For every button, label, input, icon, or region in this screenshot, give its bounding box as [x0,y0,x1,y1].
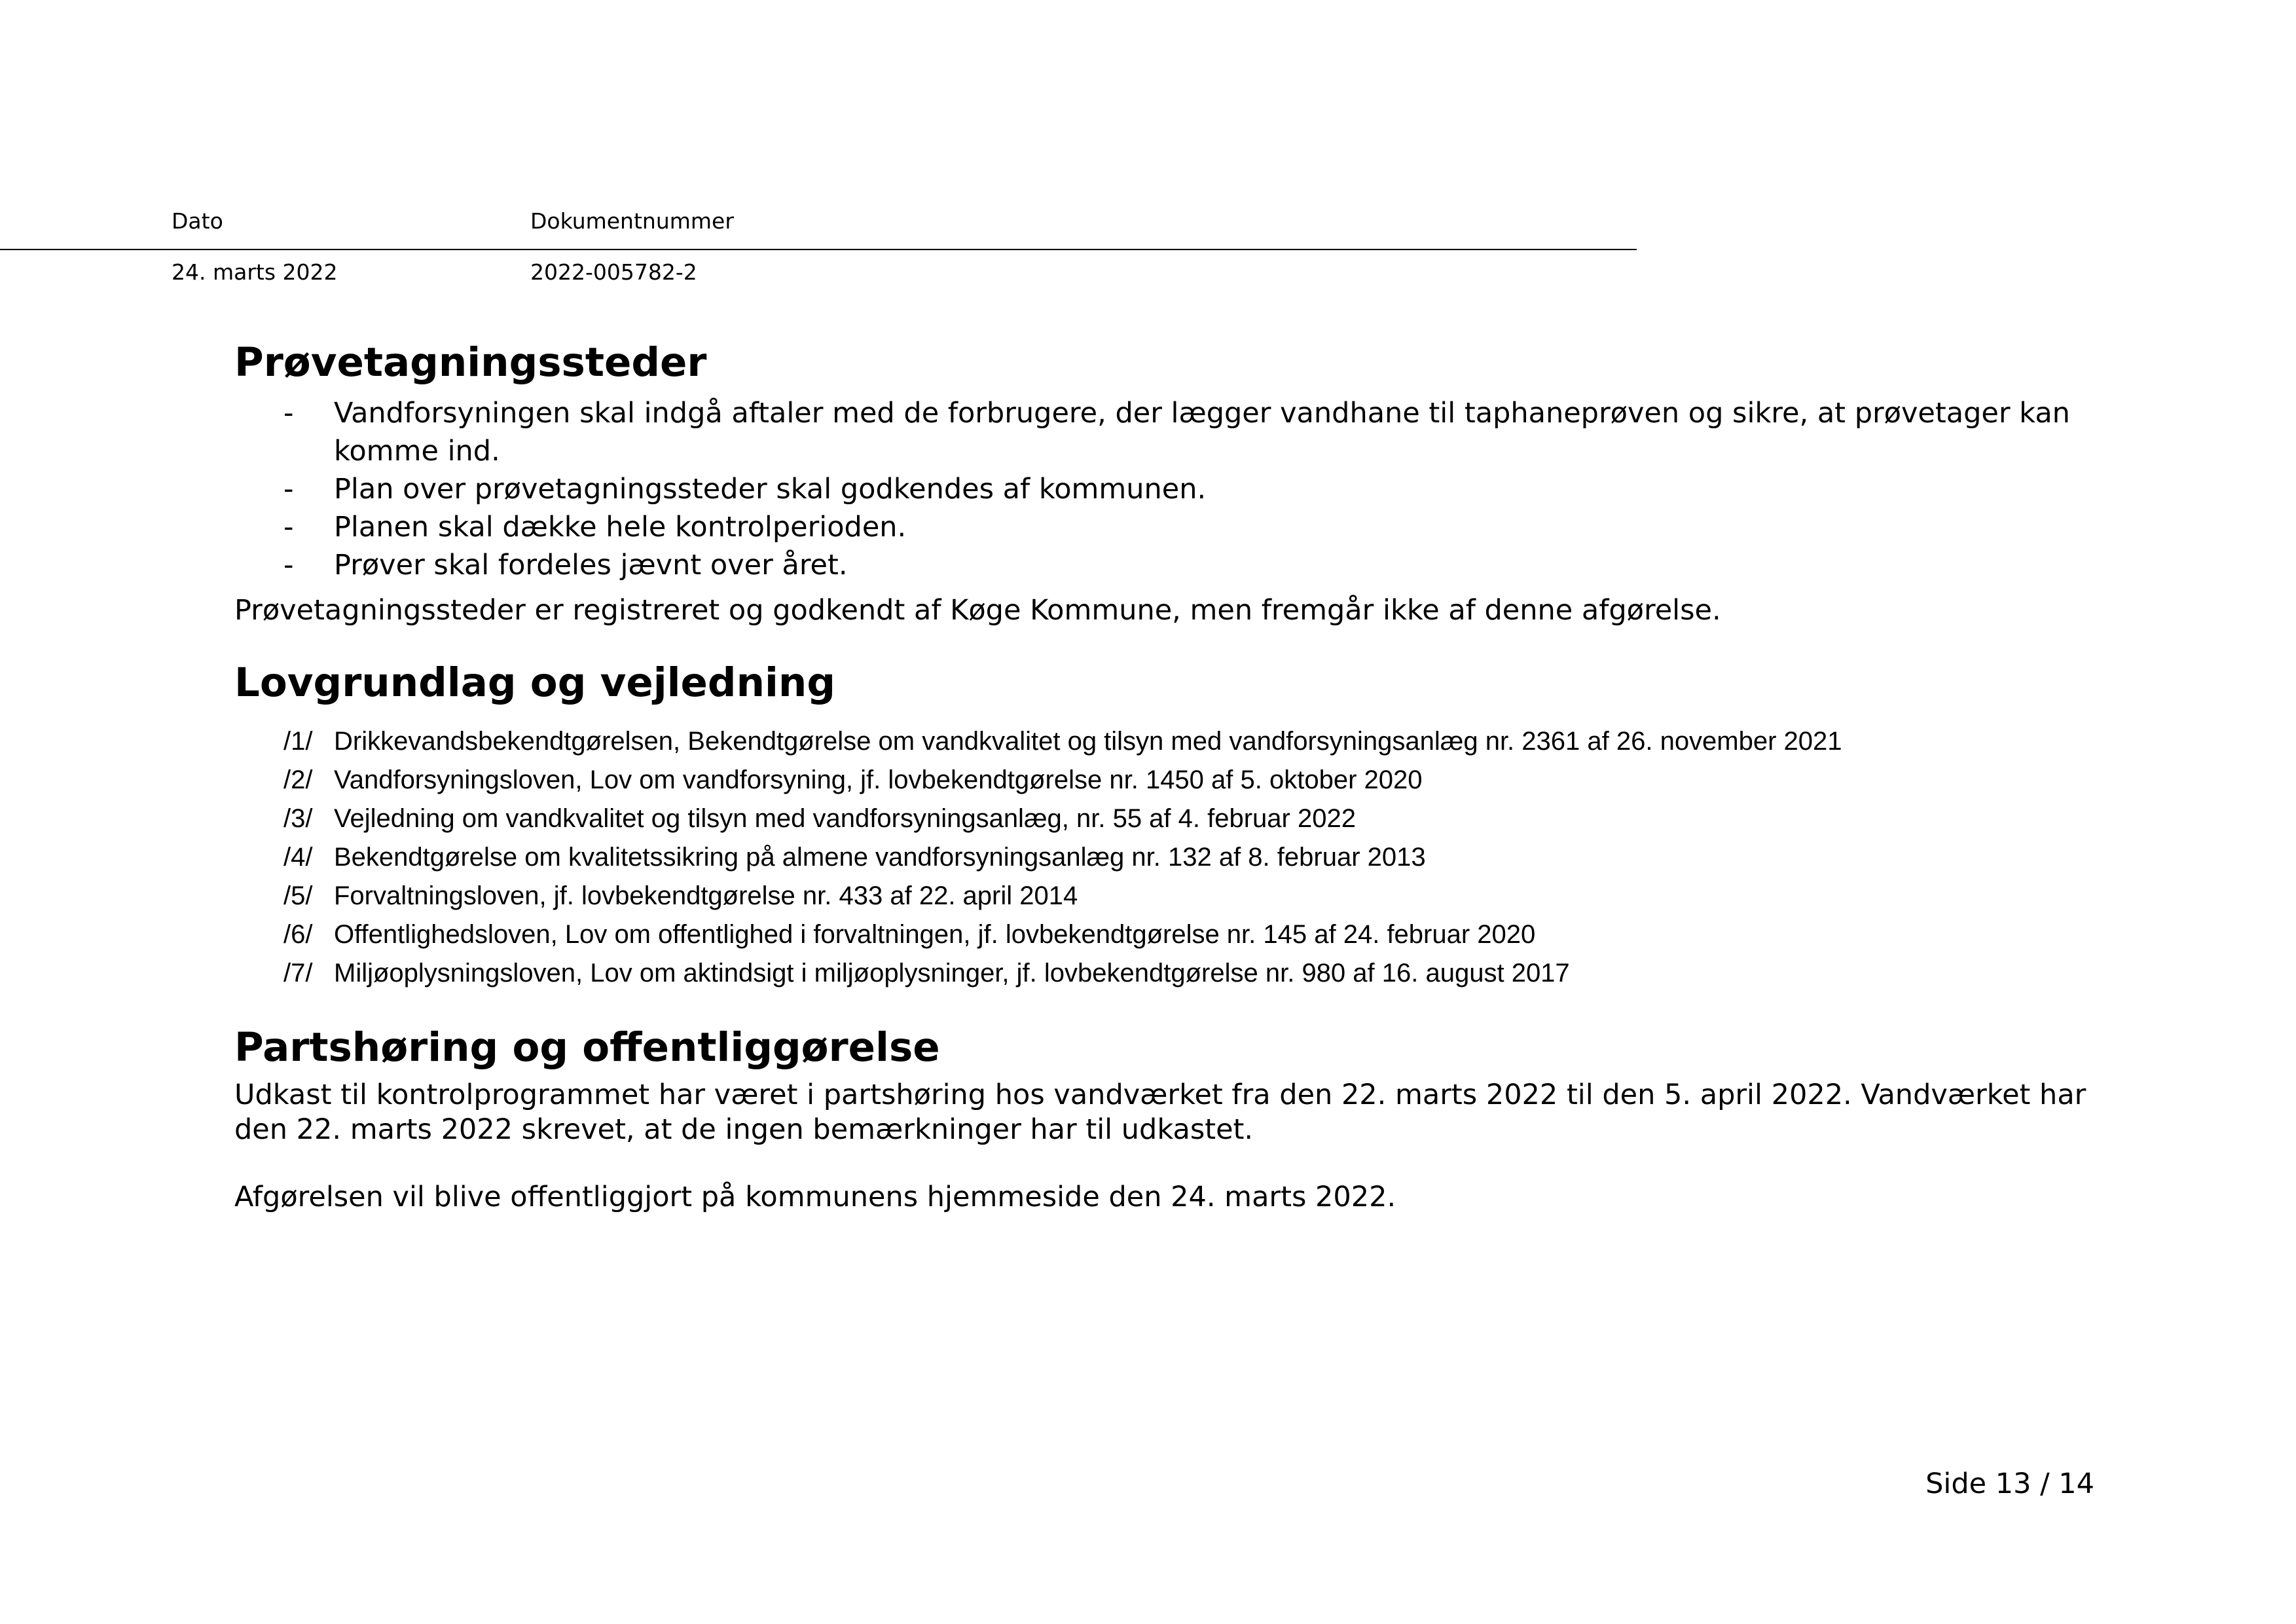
reference-item [234,800,2094,838]
reference-text: Forvaltningsloven, jf. lovbekendtgørelse nr. 433 af 22. april 2014 [334,881,1078,910]
bullet-marker: - [283,549,294,581]
reference-text: Offentlighedsloven, Lov om offentlighed i forvaltningen, jf. lovbekendtgørelse nr. 145 af 24. februar 2020 [334,920,1536,949]
reference-number: /2/ [283,766,313,794]
date-label: Dato [172,208,223,234]
bullet-item [234,394,2094,470]
publication-paragraph: Afgørelsen vil blive offentliggjort på kommunens hjemmeside den 24. marts 2022. [234,1181,1396,1213]
reference-item [234,761,2094,800]
bullet-text: Vandforsyningen skal indgå aftaler med de forbrugere, der lægger vandhane til taphaneprøven og sikre, at prøvetager kan komme ind. [334,397,2070,468]
reference-item [234,722,2094,761]
bullet-item [234,546,2094,584]
document-number-label: Dokumentnummer [530,208,734,234]
hearing-paragraph: Udkast til kontrolprogrammet har været i partshøring hos vandværket fra den 22. marts 2022 til den 5. april 2022. Vandværket har den 22. marts 2022 skrevet, at de ingen bemærkninger har til udkastet. [234,1079,2086,1146]
reference-text: Vejledning om vandkvalitet og tilsyn med vandforsyningsanlæg, nr. 55 af 4. februar 2022 [334,804,1356,833]
reference-item [234,915,2094,954]
bullet-text: Planen skal dække hele kontrolperioden. [334,511,907,544]
reference-text: Bekendtgørelse om kvalitetssikring på almene vandforsyningsanlæg nr. 132 af 8. februar 2013 [334,843,1426,872]
reference-number: /5/ [283,881,313,910]
reference-number: /4/ [283,843,313,872]
reference-item [234,954,2094,993]
document-number-value: 2022-005782-2 [530,259,697,285]
reference-item [234,877,2094,915]
bullet-marker: - [283,511,294,544]
reference-number: /1/ [283,727,313,756]
reference-number: /6/ [283,920,313,949]
bullet-item [234,470,2094,508]
reference-text: Drikkevandsbekendtgørelsen, Bekendtgørelse om vandkvalitet og tilsyn med vandforsyningsanlæg nr. 2361 af 26. november 2021 [334,727,1842,756]
reference-number: /7/ [283,959,313,987]
bullet-text: Plan over prøvetagningssteder skal godkendes af kommunen. [334,473,1207,506]
bullet-marker: - [283,473,294,506]
reference-text: Miljøoplysningsloven, Lov om aktindsigt i miljøoplysninger, jf. lovbekendtgørelse nr. 980 af 16. august 2017 [334,959,1570,987]
reference-item [234,838,2094,877]
document-body [234,335,2094,1215]
date-value: 24. marts 2022 [172,259,338,285]
header-divider [0,249,1637,250]
reference-text: Vandforsyningsloven, Lov om vandforsyning, jf. lovbekendtgørelse nr. 1450 af 5. oktober 2020 [334,766,1423,794]
sampling-paragraph: Prøvetagningssteder er registreret og godkendt af Køge Kommune, men fremgår ikke af denne afgørelse. [234,594,1721,627]
bullet-text: Prøver skal fordeles jævnt over året. [334,549,848,581]
bullet-marker: - [283,397,294,430]
page-number: Side 13 / 14 [1925,1467,2094,1500]
section-heading-sampling: Prøvetagningssteder [234,339,707,386]
reference-list [234,722,2094,993]
bullet-item [234,508,2094,546]
reference-number: /3/ [283,804,313,833]
section-heading-legal: Lovgrundlag og vejledning [234,659,836,706]
section-heading-hearing: Partshøring og offentliggørelse [234,1024,940,1071]
sampling-bullet-list [234,394,2094,584]
